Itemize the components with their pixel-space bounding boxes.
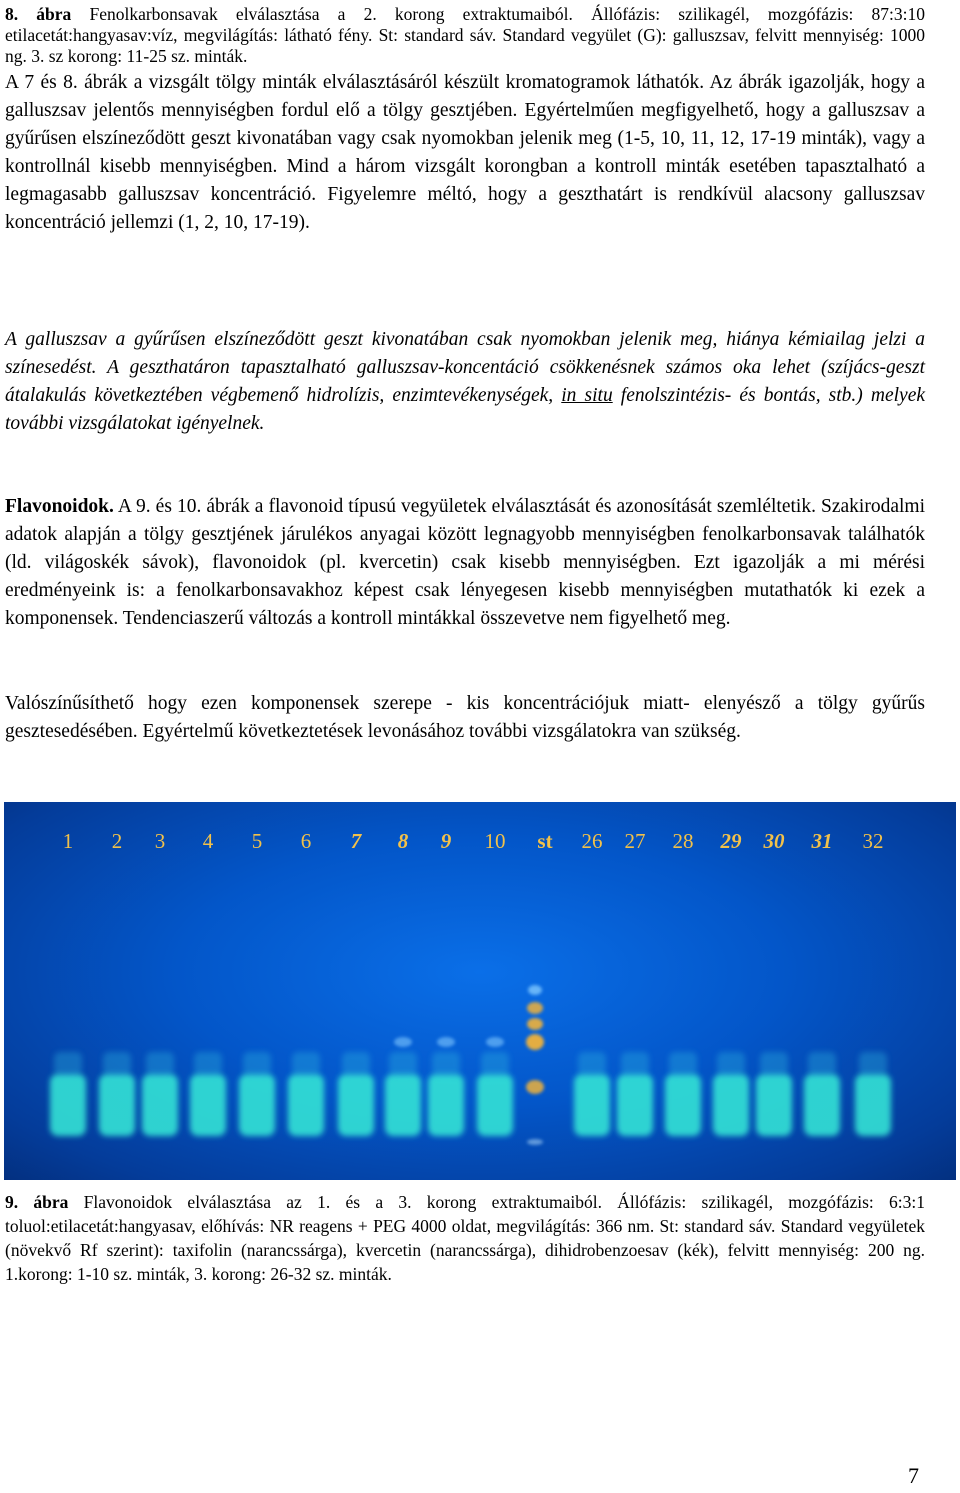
lane-label-9: 9 [440, 829, 452, 853]
lane-band-2 [99, 1074, 135, 1136]
figure-9-label: 9. ábra [5, 1192, 69, 1212]
figure-9-caption [5, 1190, 925, 1286]
lane-smear-4 [194, 1052, 222, 1076]
lane-label-2: 2 [111, 829, 123, 853]
lane-smear-6 [292, 1052, 320, 1076]
paragraph-conclusion: Valószínűsíthető hogy ezen komponensek szerepe - kis koncentrációjuk miatt- elenyésző a tölgy gyűrűs gesztesedésében. Egyértelmű következtetések levonásához további vizsgálatokra van szükség. [5, 693, 925, 742]
lane-band-32 [855, 1074, 891, 1136]
lane-smear-28 [669, 1052, 697, 1076]
paragraph-gallic-acid: A 7 és 8. ábrák a vizsgált tölgy minták elválasztásáról készült kromatogramok láthatók. Az ábrák igazolják, hogy a galluszsav jelentős mennyiségben fordul elő a tölgy gesztjében. Egyértelműen megfigyelhető, hogy a galluszsav a gyűrűsen elszíneződött geszt kivonatában vagy csak nyomokban jelenik meg (1-5, 10, 11, 12, 17-19 minták), vagy a kontrollnál kisebb mennyiségben. Mind a három vizsgált korongban a kontroll minták esetében tapasztalható a legmagasabb galluszsav koncentráció. Figyelemre méltó, hogy a geszthatárt is rendkívül alacsony galluszsav koncentráció jellemzi (1, 2, 10, 17-19). [5, 72, 925, 233]
in-situ-underlined: in situ [561, 385, 613, 406]
lane-band-10 [477, 1074, 513, 1136]
standard-spot [526, 1080, 544, 1094]
lane-smear-5 [243, 1052, 271, 1076]
lane-band-1 [50, 1074, 86, 1136]
page-number: 7 [908, 1463, 919, 1488]
figure-8-label: 8. ábra [5, 4, 72, 24]
lane-smear-10 [481, 1052, 509, 1076]
lane-smear-26 [578, 1052, 606, 1076]
figure-9-caption-text: Flavonoidok elválasztása az 1. és a 3. korong extraktumaiból. Állófázis: szilikagél, mozgófázis: 6:3:1 toluol:etilacetát:hangyasav, előhívás: NR reagens + PEG 4000 oldat, megvilágítás: 366 nm. St: standard sáv. Standard vegyületek (növekvő Rf szerint): taxifolin (narancssárga), kvercetin (narancssárga), dihidrobenzoesav (kék), felvitt mennyiség: 200 ng. 1.korong: 1-10 sz. minták, 3. korong: 26-32 sz. minták. [5, 1192, 925, 1284]
lane-smear-1 [54, 1052, 82, 1076]
lane-label-30: 30 [763, 829, 785, 853]
lane-label-26: 26 [581, 829, 603, 853]
lane-band-7 [338, 1074, 374, 1136]
lane-label-6: 6 [300, 829, 312, 853]
lane-label-10: 10 [484, 829, 506, 853]
tlc-plate-photo [4, 802, 956, 1180]
lane-band-3 [142, 1074, 178, 1136]
lane-band-27 [617, 1074, 653, 1136]
lane-smear-32 [859, 1052, 887, 1076]
lane-label-3: 3 [154, 829, 166, 853]
lane-label-8: 8 [397, 829, 409, 853]
lane-smear-27 [621, 1052, 649, 1076]
lane-label-31: 31 [811, 829, 833, 853]
lane-band-5 [239, 1074, 275, 1136]
lane-label-32: 32 [862, 829, 884, 853]
lane-band-30 [756, 1074, 792, 1136]
lane-spot-8 [394, 1037, 412, 1047]
standard-spot [526, 1034, 544, 1050]
standard-spot [527, 1018, 543, 1030]
paragraph-flavonoids [5, 493, 925, 633]
tlc-plate-svg [4, 802, 956, 1180]
lane-spot-10 [486, 1037, 504, 1047]
lane-smear-7 [342, 1052, 370, 1076]
lane-smear-31 [808, 1052, 836, 1076]
lane-band-28 [665, 1074, 701, 1136]
lane-label-28: 28 [672, 829, 694, 853]
lane-label-29: 29 [720, 829, 742, 853]
lane-label-1: 1 [62, 829, 74, 853]
lane-band-4 [190, 1074, 226, 1136]
lane-label-4: 4 [202, 829, 214, 853]
lane-label-27: 27 [624, 829, 646, 853]
lane-band-29 [713, 1074, 749, 1136]
flavonoids-text: A 9. és 10. ábrák a flavonoid típusú vegyületek elválasztását és azonosítását szemléltetik. Szakirodalmi adatok alapján a tölgy gesztjének járulékos anyagai között legnagyobb mennyiségben fenolkarbonsavak találhatók (ld. világoskék sávok), flavonoidok (pl. kvercetin) csak kisebb mennyiségben. Ezt igazolják a mi mérési eredményeink is: a fenolkarbonsavakhoz képest csak lényegesen kisebb mennyiségben mutathatók ki ezek a komponensek. Tendenciaszerű változás a kontroll mintákkal összevetve nem figyelhető meg. [5, 496, 925, 629]
figure-8-caption-text: Fenolkarbonsavak elválasztása a 2. korong extraktumaiból. Állófázis: szilikagél, mozgófázis: 87:3:10 etilacetát:hangyasav:víz, megvilágítás: látható fény. St: standard sáv. Standard vegyület (G): galluszsav, felvitt mennyiség: 1000 ng. 3. sz korong: 11-25 sz. minták. [5, 4, 926, 66]
standard-spot [528, 985, 542, 995]
lane-band-8 [385, 1074, 421, 1136]
lane-smear-30 [760, 1052, 788, 1076]
lane-smear-9 [432, 1052, 460, 1076]
lane-spot-9 [437, 1037, 455, 1047]
lane-label-7: 7 [350, 829, 362, 853]
lane-smear-29 [717, 1052, 745, 1076]
lane-label-st: st [537, 829, 553, 853]
paragraph-gallic-acid-italic [5, 326, 925, 438]
lane-band-26 [574, 1074, 610, 1136]
paragraph-2-text-after: fenolszintézis- és bontás, stb.) melyek további vizsgálatokat igényelnek. [5, 385, 926, 434]
lane-smear-8 [389, 1052, 417, 1076]
lane-label-5: 5 [251, 829, 263, 853]
lane-smear-3 [146, 1052, 174, 1076]
standard-spot [527, 1002, 543, 1014]
figure-8-caption [5, 4, 925, 67]
lane-smear-2 [103, 1052, 131, 1076]
paragraph-2-text-before: A galluszsav a gyűrűsen elszíneződött geszt kivonatában csak nyomokban jelenik meg, hiánya kémiailag jelzi a színesedést. A geszthatáron tapasztalható galluszsav-koncentáció csökkenésnek számos oka lehet (szíjács-geszt átalakulás következtében végbemenő hidrolízis, enzimtevékenységek, [5, 329, 925, 406]
lane-band-9 [428, 1074, 464, 1136]
flavonoids-heading: Flavonoidok. [5, 496, 114, 517]
standard-spot [527, 1139, 543, 1145]
lane-band-6 [288, 1074, 324, 1136]
lane-band-31 [804, 1074, 840, 1136]
